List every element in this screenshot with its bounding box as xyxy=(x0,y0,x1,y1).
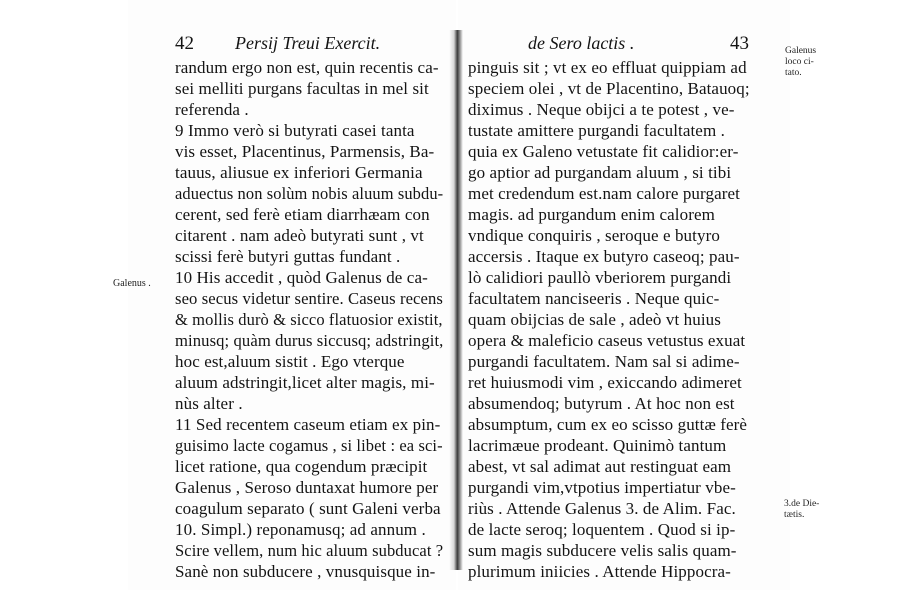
text-line: vis esset, Placentinus, Parmensis, Ba- xyxy=(175,142,435,161)
text-line: hoc est,aluum sistit . Ego vterque xyxy=(175,352,405,371)
text-line: 11 Sed recentem caseum etiam ex pin- xyxy=(175,415,441,434)
text-line: de lacte seroq; loquentem . Quod si ip- xyxy=(468,520,736,539)
text-line: go aptior ad purgandam aluum , si tibi xyxy=(468,163,732,182)
text-line: sum magis subducere velis salis quam- xyxy=(468,541,737,560)
text-line: opera & maleficio caseus vetustus exuat xyxy=(468,331,746,350)
text-line: facultatem nanciseeris . Neque quic- xyxy=(468,289,720,308)
text-line: ret huiusmodi vim , exiccando adimeret xyxy=(468,373,742,392)
text-line: scissi ferè butyri guttas fundant . xyxy=(175,247,401,266)
right-page-number: 43 xyxy=(730,33,749,54)
text-line: randum ergo non est, quin recentis ca- xyxy=(175,58,439,77)
text-line: Galenus , Seroso duntaxat humore per xyxy=(175,478,439,497)
text-line: 10 His accedit , quòd Galenus de ca- xyxy=(175,268,428,287)
text-line: Scire vellem, num hic aluum subducat ? xyxy=(175,541,444,560)
text-line: purgandi facultatem. Nam sal si adime- xyxy=(468,352,740,371)
left-page-header xyxy=(175,33,445,57)
text-line: nùs alter . xyxy=(175,394,243,413)
text-line: met credendum est.nam calore purgaret xyxy=(468,184,740,203)
text-line: aluum adstringit,licet alter magis, mi- xyxy=(175,373,435,392)
text-line: magis. ad purgandum enim calorem xyxy=(468,205,715,224)
margin-note-line: tætis. xyxy=(784,510,805,520)
left-running-head: Persij Treui Exercit. xyxy=(235,33,381,53)
margin-note-line: 3.de Die- xyxy=(784,499,820,509)
right-running-head: de Sero lactis . xyxy=(528,33,635,53)
text-line: 10. Simpl.) reponamusq; ad annum . xyxy=(175,520,426,539)
text-line: seo secus videtur sentire. Caseus recens xyxy=(175,289,444,308)
text-line: & mollis durò & sicco flatuosior existit, xyxy=(175,310,443,329)
text-line: referenda . xyxy=(175,100,249,119)
text-line: 9 Immo verò si butyrati casei tanta xyxy=(175,121,415,140)
text-line: pinguis sit ; vt ex eo effluat quippiam ad xyxy=(468,58,747,77)
text-line: guisimo lacte cogamus , si libet : ea sci- xyxy=(175,436,443,455)
text-line: vndique conquiris , seroque e butyro xyxy=(468,226,720,245)
right-margin-note-bottom xyxy=(784,499,819,521)
margin-note-line: loco ci- xyxy=(785,57,814,67)
text-line: licet ratione, qua cogendum præcipit xyxy=(175,457,428,476)
text-line: lò calidiori paullò vberiorem purgandi xyxy=(468,268,732,287)
margin-note-line: Galenus xyxy=(785,46,817,56)
text-line: diximus . Neque obijci a te potest , ve- xyxy=(468,100,735,119)
text-line: absumptum, cum ex eo scisso guttæ ferè xyxy=(468,415,748,434)
text-line: sei melliti purgans facultas in mel sit xyxy=(175,79,429,98)
left-margin-note: Galenus . xyxy=(113,278,151,289)
text-line: accersis . Itaque ex butyro caseoq; pau- xyxy=(468,247,740,266)
text-line: speciem olei , vt de Placentino, Batauoq; xyxy=(468,79,750,98)
text-line: abest, vt sal adimat aut restinguat eam xyxy=(468,457,732,476)
text-line: citarent . nam adeò butyrati sunt , vt xyxy=(175,226,424,245)
text-line: riùs . Attende Galenus 3. de Alim. Fac. xyxy=(468,499,736,518)
text-line: Sanè non subducere , vnusquisque in- xyxy=(175,562,436,581)
text-line: minusq; quàm durus siccusq; adstringit, xyxy=(175,331,444,350)
book-gutter xyxy=(449,30,463,570)
text-line: cerent, sed ferè etiam diarrhæam con xyxy=(175,205,430,224)
text-line: tauus, aliusue ex inferiori Germania xyxy=(175,163,423,182)
margin-note-line: tato. xyxy=(785,68,802,78)
text-line: coagulum separato ( sunt Galeni verba xyxy=(175,499,441,518)
right-margin-note-top xyxy=(785,46,816,79)
right-page-header xyxy=(468,33,778,57)
left-page-number: 42 xyxy=(175,33,194,54)
text-line: lacrimæue prodeant. Quinimò tantum xyxy=(468,436,727,455)
text-line: quia ex Galeno vetustate fit calidior:er- xyxy=(468,142,739,161)
text-line: plurimum iniicies . Attende Hippocra- xyxy=(468,562,731,581)
text-line: absumendoq; butyrum . At hoc non est xyxy=(468,394,735,413)
text-line: tustate amittere purgandi facultatem . xyxy=(468,121,725,140)
text-line: purgandi vim,vtpotius impertiatur vbe- xyxy=(468,478,736,497)
text-line: aduectus non solùm nobis aluum subdu- xyxy=(175,184,444,203)
text-line: quam obijcias de sale , adeò vt huius xyxy=(468,310,721,329)
